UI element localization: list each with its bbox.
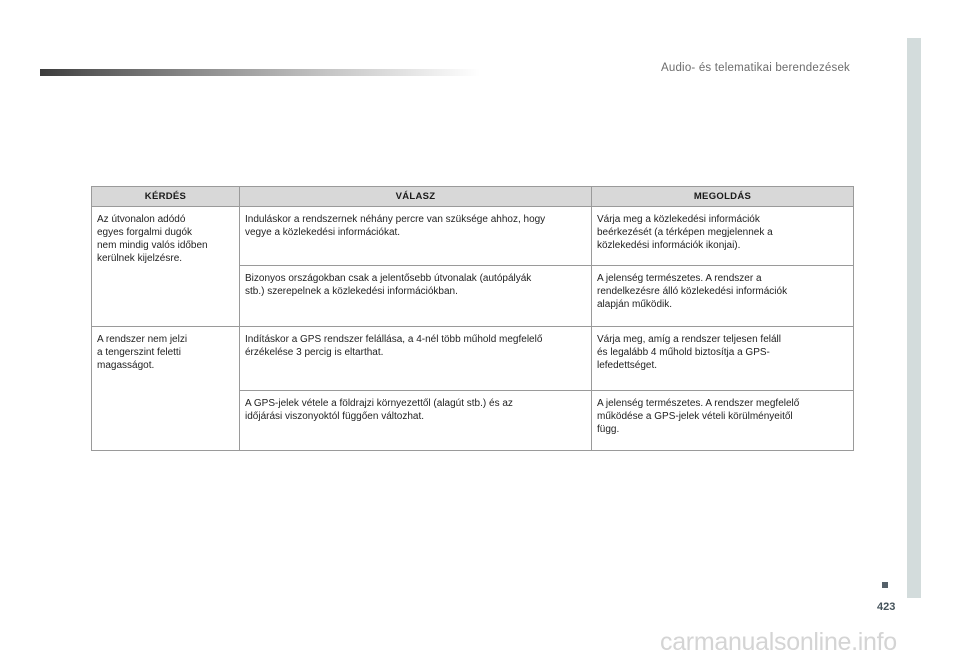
question-line: a tengerszint feletti <box>97 347 181 358</box>
answer-line: A GPS-jelek vétele a földrajzi környezettől (alagút stb.) és az <box>245 398 513 409</box>
question-line: egyes forgalmi dugók <box>97 227 193 238</box>
solution-cell <box>592 207 854 266</box>
solution-line: rendelkezésre álló közlekedési információk <box>597 286 788 297</box>
answer-line: időjárási viszonyoktól függően változhat. <box>245 411 424 422</box>
page-header-title: Audio- és telematikai berendezések <box>661 62 850 74</box>
solution-line: Várja meg a közlekedési információk <box>597 214 760 225</box>
faq-table <box>91 186 854 451</box>
answer-line: Indításkor a GPS rendszer felállása, a 4-nél több műhold megfelelő <box>245 334 543 345</box>
answer-line: Induláskor a rendszernek néhány percre van szüksége ahhoz, hogy <box>245 214 546 225</box>
solution-line: Várja meg, amíg a rendszer teljesen feláll <box>597 334 781 345</box>
solution-line: lefedettséget. <box>597 360 658 371</box>
page-marker-square <box>882 582 888 588</box>
page-number: 423 <box>877 601 896 613</box>
answer-cell <box>240 266 592 327</box>
answer-line: Bizonyos országokban csak a jelentősebb útvonalak (autópályák <box>245 273 532 284</box>
solution-line: alapján működik. <box>597 299 673 310</box>
header-gradient-bar <box>40 69 480 76</box>
question-cell <box>92 207 240 266</box>
solution-line: működése a GPS-jelek vételi körülményeitől <box>597 411 793 422</box>
question-line: nem mindig valós időben <box>97 240 208 251</box>
question-cell-empty <box>92 266 240 327</box>
column-header-question: KÉRDÉS <box>92 187 240 207</box>
table-row <box>92 327 854 391</box>
solution-line: A jelenség természetes. A rendszer a <box>597 273 762 284</box>
solution-line: függ. <box>597 424 620 435</box>
solution-line: A jelenség természetes. A rendszer megfelelő <box>597 398 800 409</box>
solution-cell <box>592 266 854 327</box>
question-cell-empty <box>92 391 240 451</box>
answer-line: vegye a közlekedési információkat. <box>245 227 401 238</box>
side-tab-strip <box>907 38 921 598</box>
answer-line: érzékelése 3 percig is eltarthat. <box>245 347 384 358</box>
table-header-row <box>92 187 854 207</box>
question-cell <box>92 327 240 391</box>
question-line: A rendszer nem jelzi <box>97 334 188 345</box>
table-row <box>92 266 854 327</box>
answer-cell <box>240 327 592 391</box>
solution-line: beérkezését (a térképen megjelennek a <box>597 227 773 238</box>
watermark-text: carmanualsonline.info <box>660 628 897 656</box>
question-line: magasságot. <box>97 360 155 371</box>
solution-line: közlekedési információk ikonjai). <box>597 240 741 251</box>
question-line: Az útvonalon adódó <box>97 214 186 225</box>
column-header-solution: MEGOLDÁS <box>592 187 854 207</box>
answer-line: stb.) szerepelnek a közlekedési információkban. <box>245 286 458 297</box>
answer-cell <box>240 207 592 266</box>
solution-cell <box>592 391 854 451</box>
table-row <box>92 391 854 451</box>
answer-cell <box>240 391 592 451</box>
question-line: kerülnek kijelzésre. <box>97 253 183 264</box>
table-row <box>92 207 854 266</box>
solution-line: és legalább 4 műhold biztosítja a GPS- <box>597 347 770 358</box>
solution-cell <box>592 327 854 391</box>
column-header-answer: VÁLASZ <box>240 187 592 207</box>
